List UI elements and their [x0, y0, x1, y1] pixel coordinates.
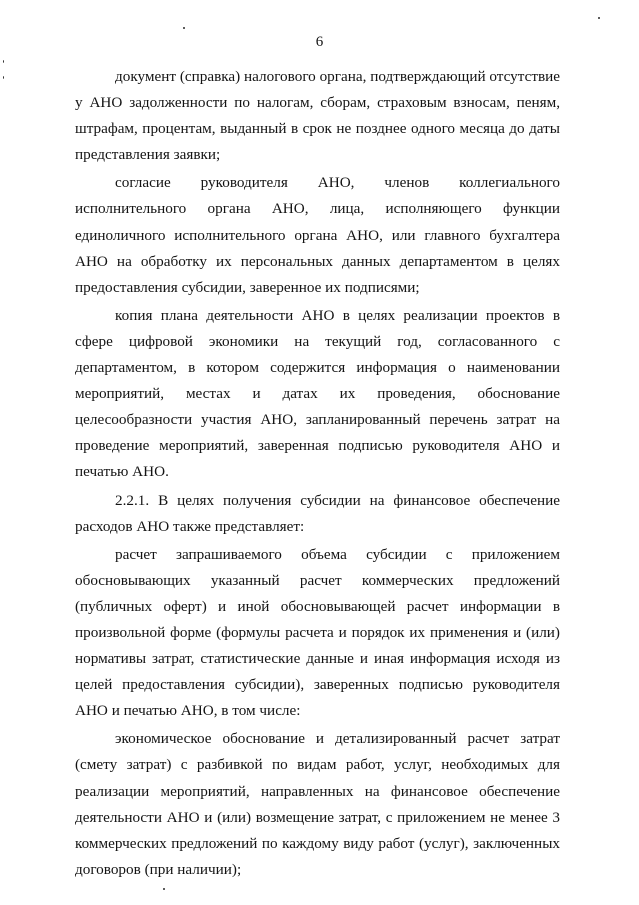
scan-speck: [598, 17, 600, 19]
scan-speck: [183, 27, 185, 29]
paragraph-activity-plan-copy: копия плана деятельности АНО в целях реализации проектов в сфере цифровой экономики на текущий год, согласованного с департаментом, в котором содержится информация о наименовании мероприятий, местах и датах их проведения, обоснование целесообразности участия АНО, запланированный перечень затрат на проведение мероприятий, заверенная подписью руководителя АНО и печатью АНО.: [75, 306, 560, 481]
paragraph-clause-2-2-1: 2.2.1. В целях получения субсидии на финансовое обеспечение расходов АНО также представляет:: [75, 491, 560, 535]
scan-speck: [3, 60, 4, 63]
paragraph-personal-data-consent: согласие руководителя АНО, членов коллегиального исполнительного органа АНО, лица, исполняющего функции единоличного исполнительного органа АНО, или главного бухгалтера АНО на обработку их персональных данных департаментом в целях предоставления субсидии, заверенное их подписями;: [75, 174, 560, 296]
paragraph-economic-justification: экономическое обоснование и детализированный расчет затрат (смету затрат) с разбивкой по видам работ, услуг, необходимых для реализации мероприятий, направленных на финансовое обеспечение деятельности АНО и (или) возмещение затрат, с приложением не менее 3 коммерческих предложений по каждому виду работ (услуг), заключенных договоров (при наличии);: [75, 730, 560, 878]
scan-speck: [3, 76, 4, 79]
paragraph-tax-certificate: документ (справка) налогового органа, подтверждающий отсутствие у АНО задолженности по налогам, сборам, страховым взносам, пеням, штрафам, процентам, выданный в срок не позднее одного месяца до даты представления заявки;: [75, 68, 560, 164]
page-number: 6: [315, 34, 324, 50]
paragraph-subsidy-calculation: расчет запрашиваемого объема субсидии с приложением обосновывающих указанный расчет коммерческих предложений (публичных оферт) и иной обосновывающей расчет информации в произвольной форме (формулы расчета и порядок их применения и (или) нормативы затрат, статистические данные и иная информация исходя из целей предоставления субсидии), заверенных подписью руководителя АНО и печатью АНО, в том числе:: [75, 545, 560, 720]
scan-speck: [163, 888, 165, 890]
document-body: [75, 64, 560, 883]
